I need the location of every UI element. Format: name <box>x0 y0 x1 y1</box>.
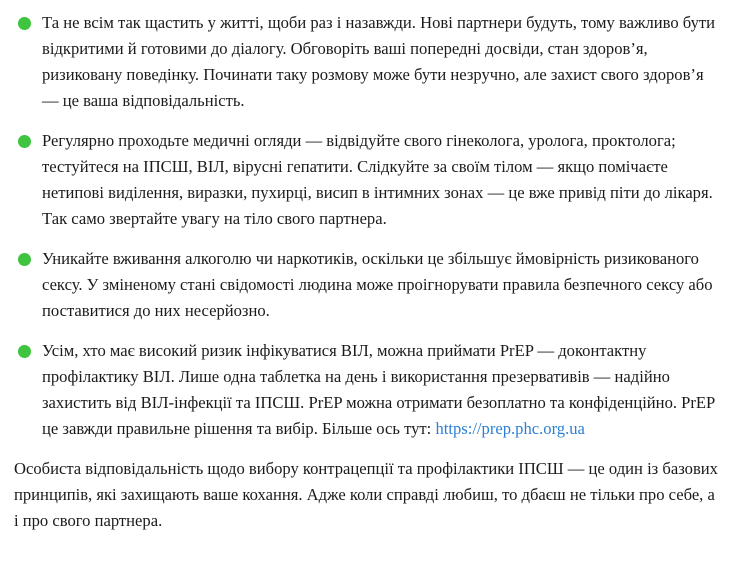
paragraph-3 <box>14 246 723 324</box>
bullet-point-icon <box>18 253 31 266</box>
prep-info-link[interactable]: https://prep.phc.org.ua <box>435 419 585 438</box>
paragraph-5 <box>14 456 723 534</box>
paragraph-4-text: Усім, хто має високий ризик інфікуватися ВІЛ, можна приймати PrEP — доконтактну профілактику ВІЛ. Лише одна таблетка на день і використання презервативів — надійно захистить від ВІЛ-інфекції та ІПСШ. PrEP можна отримати безоплатно та конфіденційно. PrEP це завжди правильне рішення та вибір. Більше ось тут: <box>42 341 715 438</box>
paragraph-1-text: Та не всім так щастить у житті, щоби раз і назавжди. Нові партнери будуть, тому важливо бути відкритими й готовими до діалогу. Обговоріть ваші попередні досвіди, стан здоров’я, ризиковану поведінку. Починати таку розмову може бути незручно, але захист свого здоров’я — це ваша відповідальність. <box>42 13 716 110</box>
paragraph-5-text: Особиста відповідальність щодо вибору контрацепції та профілактики ІПСШ — це один із базових принципів, які захищають ваше кохання. Адже коли справді любиш, то дбаєш не тільки про себе, а і про свого партнера. <box>14 459 718 530</box>
bullet-point-icon <box>18 345 31 358</box>
paragraph-3-text: Уникайте вживання алкоголю чи наркотиків, оскільки це збільшує ймовірність ризикованого сексу. У зміненому стані свідомості людина може проігнорувати правила безпечного сексу або поставитися до них несерйозно. <box>42 249 713 320</box>
paragraph-1 <box>14 10 723 114</box>
bullet-point-icon <box>18 135 31 148</box>
paragraph-2-text: Регулярно проходьте медичні огляди — відвідуйте свого гінеколога, уролога, проктолога; тестуйтеся на ІПСШ, ВІЛ, вірусні гепатити. Слідкуйте за своїм тілом — якщо помічаєте нетипові виділення, виразки, пухирці, висип в інтимних зонах — це вже привід піти до лікаря. Так само звертайте увагу на тіло свого партнера. <box>42 131 713 228</box>
bullet-point-icon <box>18 17 31 30</box>
paragraph-4 <box>14 338 723 442</box>
paragraph-2 <box>14 128 723 232</box>
